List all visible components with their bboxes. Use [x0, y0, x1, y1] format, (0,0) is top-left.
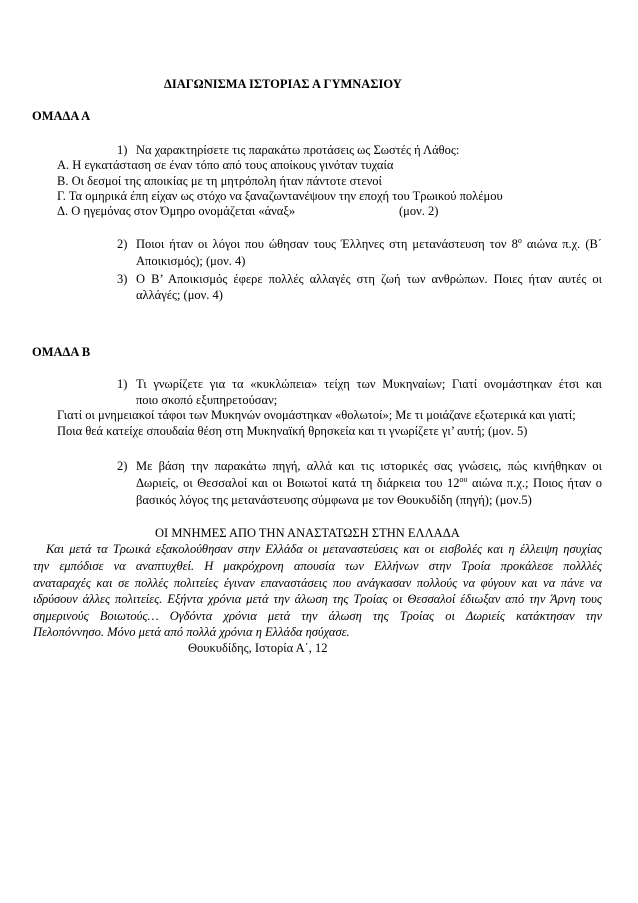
group-a-q2-sup: ο: [517, 235, 522, 245]
group-a-q3-line1-text: Ο Β’ Αποικισμός έφερε πολλές αλλαγές στη ζωή των ανθρώπων. Ποιες ήταν αυτές οι: [136, 272, 602, 286]
source-line-2: την εμπόδισε να αναπτυχθεί. Η μακρόχρονη απουσία των Ελλήνων στην Τροία προκάλεσε πολλλές: [33, 559, 602, 573]
group-a-q3-line1: [136, 271, 602, 288]
group-a-q1-statement-b: Β. Οι δεσμοί της αποικίας με τη μητρόπολη ήταν πάντοτε στενοί: [57, 174, 382, 188]
group-b-q2-line2: [136, 475, 602, 492]
source-heading: ΟΙ ΜΝΗΜΕΣ ΑΠΟ ΤΗΝ ΑΝΑΣΤΑΤΩΣΗ ΣΤΗΝ ΕΛΛΑΔΑ: [155, 526, 460, 540]
group-a-q3-line2: αλλάγές; (μον. 4): [136, 288, 223, 302]
source-line-3: αναταραχές και σε πολλές πολιτείες έγιναν επαναστάσεις που ανάγκασαν πολλούς να φύγουν και να πάνε να: [33, 576, 602, 590]
group-b-q1-line2: ποιο σκοπό εξυπηρετούσαν;: [136, 393, 278, 407]
group-b-q2-line2-main: Δωριείς, οι Θεσσαλοί και οι Βοιωτοί κατά τη διάρκεια του 12: [136, 476, 460, 490]
group-b-q1-line1: [136, 376, 602, 393]
group-a-q1-prompt: Να χαρακτηρίσετε τις παρακάτω προτάσεις ως Σωστές ή Λάθος:: [136, 143, 460, 157]
source-line-4: ιδρύσουν άλλες πολιτείες. Εξήντα χρόνια μετά την άλωση της Τροίας οι Θεσσαλοί έδιωξαν από την Άρνη τους: [33, 592, 602, 606]
group-b-q2-sup: ου: [459, 474, 468, 484]
group-b-q2-number: 2): [117, 459, 128, 473]
group-b-q1-line3: Γιατί οι μνημειακοί τάφοι των Μυκηνών ονομάστηκαν «θολωτοί»; Με τι μοιάζανε εξωτερικά και γιατί;: [57, 408, 576, 422]
group-a-q3-number: 3): [117, 272, 128, 286]
group-b-q2-line2-end: αιώνα π.χ.; Ποιος ήταν ο: [467, 476, 602, 490]
group-b-q2-line1-text: Με βάση την παρακάτω πηγή, αλλά και τις ιστορικές σας γνώσεις, πώς κινήθηκαν οι: [136, 459, 602, 473]
group-b-q1-number: 1): [117, 377, 128, 391]
group-a-q2-line2: Αποικισμός); (μον. 4): [136, 254, 246, 268]
group-a-q2-line1-end: αιώνα π.χ. (Β΄: [521, 237, 602, 251]
group-b-heading: ΟΜΑΔΑ Β: [32, 345, 91, 359]
source-line-5: σημερινούς Βοιωτούς… Ογδόντα χρόνια μετά την άλωση της Τροίας οι Δωριείς κατάκτησαν την: [33, 609, 602, 623]
page-title: ΔΙΑΓΩΝΙΣΜΑ ΙΣΤΟΡΙΑΣ Α ΓΥΜΝΑΣΙΟΥ: [164, 77, 402, 91]
source-line-6: Πελοπόννησο. Μόνο μετά από πολλά χρόνια η Ελλάδα ησύχασε.: [33, 625, 350, 639]
group-b-q2-line3: βασικός λόγος της μετανάστευσης σύμφωνα με τον Θουκυδίδη (πηγή); (μον.5): [136, 493, 532, 507]
source-citation: Θουκυδίδης, Ιστορία Α΄, 12: [188, 641, 328, 655]
group-a-q1-number: 1): [117, 143, 128, 157]
source-line-1: Και μετά τα Τρωικά εξακολούθησαν στην Ελλάδα οι μεταναστεύσεις και οι εισβολές και η έλλειψη ησυχίας: [46, 542, 602, 556]
group-a-q1-statement-c: Γ. Τα ομηρικά έπη είχαν ως στόχο να ξαναζωντανέψουν την εποχή του Τρωικού πολέμου: [57, 189, 503, 203]
group-a-q1-statement-a: Α. Η εγκατάσταση σε έναν τόπο από τους αποίκους γινόταν τυχαία: [57, 158, 394, 172]
group-a-q2-line1-main: Ποιοι ήταν οι λόγοι που ώθησαν τους Έλληνες στη μετανάστευση τον 8: [136, 237, 518, 251]
group-a-heading: ΟΜΑΔΑ Α: [32, 109, 91, 123]
group-a-q1-points: (μον. 2): [399, 204, 439, 218]
group-a-q2-number: 2): [117, 237, 128, 251]
group-b-q2-line1: [136, 458, 602, 475]
group-a-q2-line1: [136, 236, 602, 253]
group-b-q1-line1-text: Τι γνωρίζετε για τα «κυκλώπεια» τείχη των Μυκηναίων; Γιατί ονομάστηκαν έτσι και: [136, 377, 602, 391]
group-a-q1-statement-d: Δ. Ο ηγεμόνας στον Όμηρο ονομάζεται «άναξ»: [57, 204, 296, 218]
group-b-q1-line4: Ποια θεά κατείχε σπουδαία θέση στη Μυκηναϊκή θρησκεία και τι γνωρίζετε γι’ αυτή; (μον. 5): [57, 424, 528, 438]
